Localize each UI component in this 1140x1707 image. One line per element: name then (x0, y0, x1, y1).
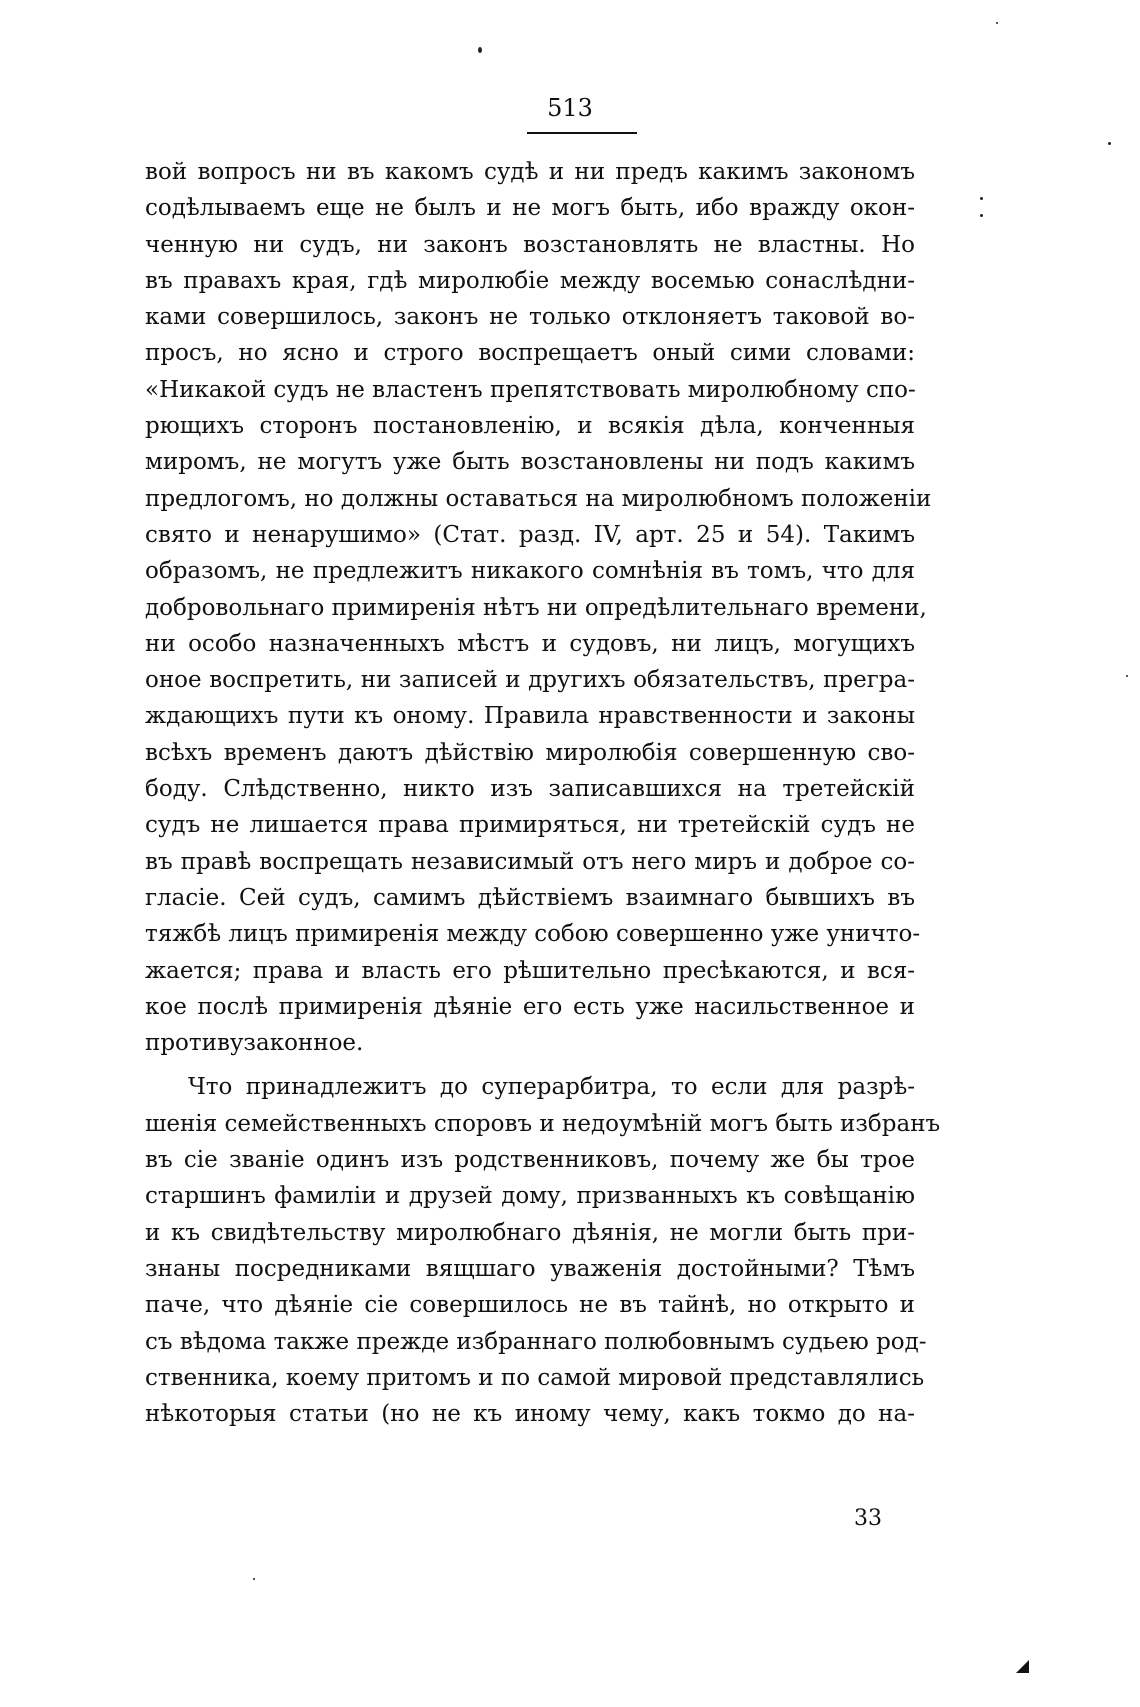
text-line: съ вѣдома также прежде избраннаго полюбовнымъ судьею род- (145, 1328, 927, 1355)
page-number-rule (527, 132, 637, 134)
text-line: судъ не лишается права примиряться, ни третейскій судъ не (145, 812, 915, 839)
text-line: шенія семейственныхъ споровъ и недоумѣній могъ быть избранъ (145, 1110, 941, 1137)
paragraph-gap (145, 1061, 915, 1069)
text-line: рющихъ сторонъ постановленію, и всякія дѣла, конченныя (145, 413, 915, 440)
text-line: ждающихъ пути къ оному. Правила нравственности и законы (145, 703, 915, 730)
text-line: гласіе. Сей судъ, самимъ дѣйствіемъ взаимнаго бывшихъ въ (145, 884, 915, 911)
text-line: образомъ, не предлежитъ никакого сомнѣнія въ томъ, что для (145, 558, 915, 585)
text-line: старшинъ фамиліи и друзей дому, призванныхъ къ совѣщанію (145, 1183, 915, 1210)
text-line: свято и ненарушимо» (Стат. разд. IV, арт. 25 и 54). Такимъ (145, 521, 915, 548)
text-line: нѣкоторыя статьи (но не къ иному чему, какъ токмо до на- (145, 1401, 915, 1428)
scan-speck (478, 47, 482, 53)
scan-speck (1108, 142, 1111, 145)
text-line: ками совершилось, законъ не только отклоняетъ таковой во- (145, 304, 915, 331)
text-line: предлогомъ, но должны оставаться на миролюбномъ положеніи (145, 485, 932, 512)
scan-speck (980, 214, 983, 217)
text-line: въ правахъ края, гдѣ миролюбіе между восемью сонаслѣдни- (145, 267, 915, 294)
text-line: въ сіе званіе одинъ изъ родственниковъ, почему же бы трое (145, 1147, 915, 1174)
text-line: паче, что дѣяніе сіе совершилось не въ тайнѣ, но открыто и (145, 1292, 915, 1319)
scan-speck (1126, 675, 1128, 677)
paragraph-1 (145, 154, 932, 1061)
text-line: просъ, но ясно и строго воспрещаетъ оный сими словами: (145, 340, 915, 367)
signature-mark: 33 (854, 1506, 882, 1531)
text-line: и къ свидѣтельству миролюбнаго дѣянія, не могли быть при- (145, 1219, 915, 1246)
text-line: тяжбѣ лицъ примиренія между собою совершенно уже уничто- (145, 921, 921, 948)
text-line: вой вопросъ ни въ какомъ судѣ и ни предъ какимъ закономъ (145, 159, 915, 185)
text-line: всѣхъ временъ даютъ дѣйствію миролюбія совершенную сво- (145, 739, 915, 766)
text-line: ченную ни судъ, ни законъ возстановлять не властны. Но (145, 231, 915, 258)
text-line: ственника, коему притомъ и по самой мировой представлялись (145, 1364, 925, 1391)
scan-speck (996, 22, 998, 24)
text-line: въ правѣ воспрещать независимый отъ него миръ и доброе со- (145, 848, 915, 875)
text-line: ни особо назначенныхъ мѣстъ и судовъ, ни лицъ, могущихъ (145, 630, 915, 657)
corner-mark-icon (1014, 1658, 1030, 1674)
text-line: «Никакой судъ не властенъ препятствовать миролюбному спо- (145, 376, 916, 403)
scan-speck (980, 197, 983, 200)
scan-speck (253, 1578, 255, 1580)
text-line: знаны посредниками вящшаго уваженія достойными? Тѣмъ (145, 1255, 915, 1282)
text-line: содѣлываемъ еще не былъ и не могъ быть, ибо вражду окон- (145, 195, 915, 222)
text-line: Что принадлежитъ до суперарбитра, то если для разрѣ- (188, 1074, 915, 1101)
text-line: боду. Слѣдственно, никто изъ записавшихся на третейскій (145, 776, 915, 803)
text-line: жается; права и власть его рѣшительно пресѣкаются, и вся- (145, 957, 915, 984)
text-line: кое послѣ примиренія дѣяніе его есть уже насильственное и (145, 993, 915, 1020)
text-line: противузаконное. (145, 1030, 364, 1057)
body-text (145, 154, 941, 1432)
text-line: оное воспретить, ни записей и другихъ обязательствъ, прегра- (145, 667, 915, 694)
page-number: 513 (547, 94, 593, 122)
paragraph-2 (145, 1069, 941, 1432)
text-line: добровольнаго примиренія нѣтъ ни опредѣлительнаго времени, (145, 594, 927, 621)
text-line: миромъ, не могутъ уже быть возстановлены ни подъ какимъ (145, 449, 915, 476)
